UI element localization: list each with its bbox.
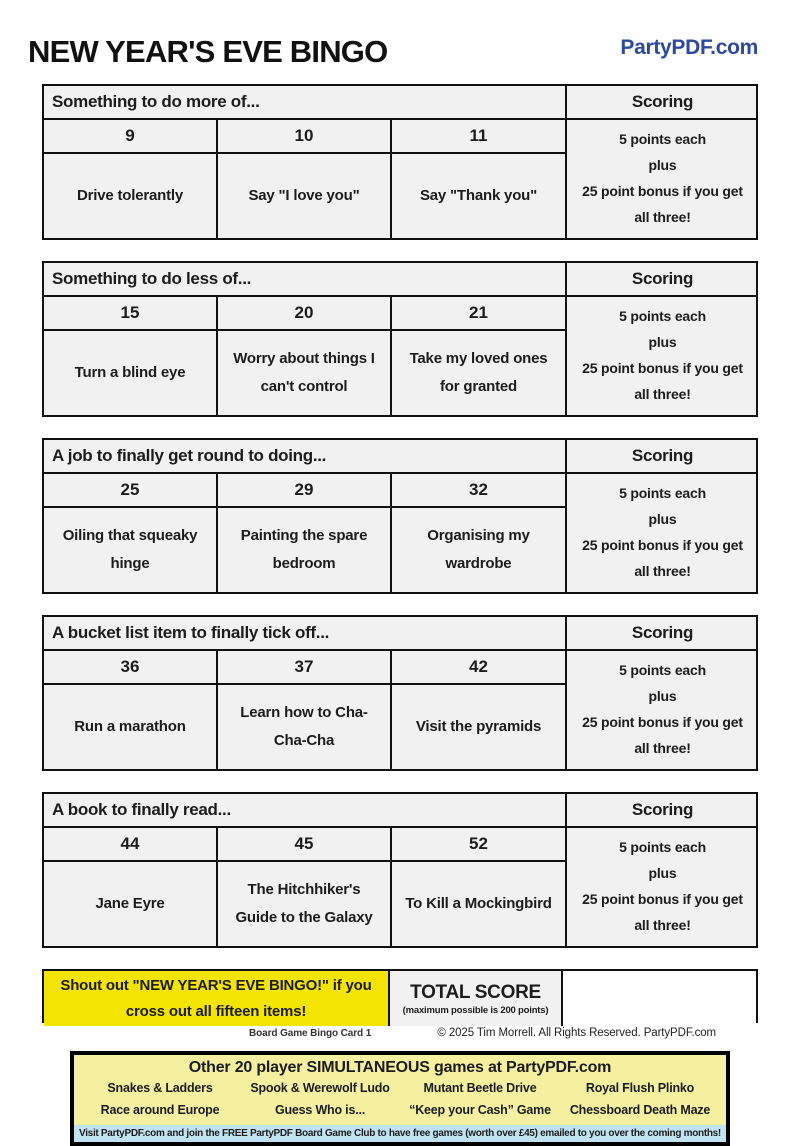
bingo-item[interactable]: Say "Thank you" xyxy=(392,154,567,238)
scoring-details xyxy=(567,474,758,592)
credits-row xyxy=(84,1027,716,1039)
promo-game: Snakes & Ladders xyxy=(107,1081,213,1095)
brand-link[interactable]: PartyPDF.com xyxy=(620,36,758,59)
scoring-line: 5 points each xyxy=(619,308,706,325)
bingo-number[interactable]: 44 xyxy=(44,828,218,862)
promo-game: Race around Europe xyxy=(100,1102,220,1117)
summary-row xyxy=(42,969,758,1023)
bingo-item[interactable]: Painting the spare bedroom xyxy=(218,508,392,592)
bingo-section-less-of xyxy=(42,261,758,417)
bingo-item[interactable]: Oiling that squeaky hinge xyxy=(44,508,218,592)
bingo-section-more-of xyxy=(42,84,758,240)
scoring-line: plus xyxy=(648,865,677,882)
bingo-number[interactable]: 9 xyxy=(44,120,218,154)
scoring-line: 25 point bonus if you get all three! xyxy=(582,360,743,402)
promo-game: Chessboard Death Maze xyxy=(569,1102,711,1117)
scoring-details xyxy=(567,651,758,769)
bingo-number[interactable]: 25 xyxy=(44,474,218,508)
scoring-line: 25 point bonus if you get all three! xyxy=(582,891,743,933)
scoring-details xyxy=(567,297,758,415)
bingo-number[interactable]: 32 xyxy=(392,474,567,508)
bingo-number[interactable]: 29 xyxy=(218,474,392,508)
shout-callout: Shout out "NEW YEAR'S EVE BINGO!" if you cross out all fifteen items! xyxy=(44,971,390,1026)
bingo-section-bucket-list xyxy=(42,615,758,771)
section-title: Something to do more of... xyxy=(44,86,567,120)
bingo-item[interactable]: Run a marathon xyxy=(44,685,218,769)
scoring-line: 25 point bonus if you get all three! xyxy=(582,183,743,225)
promo-game: Royal Flush Plinko xyxy=(585,1081,695,1095)
scoring-header: Scoring xyxy=(567,440,758,474)
scoring-details xyxy=(567,120,758,238)
bingo-number[interactable]: 37 xyxy=(218,651,392,685)
bingo-number[interactable]: 15 xyxy=(44,297,218,331)
section-title: Something to do less of... xyxy=(44,263,567,297)
scoring-line: 25 point bonus if you get all three! xyxy=(582,714,743,756)
promo-game: “Keep your Cash” Game xyxy=(409,1102,551,1117)
bingo-item[interactable]: Drive tolerantly xyxy=(44,154,218,238)
bingo-item[interactable]: Worry about things I can't control xyxy=(218,331,392,415)
bingo-number[interactable]: 36 xyxy=(44,651,218,685)
bingo-number[interactable]: 10 xyxy=(218,120,392,154)
section-title: A job to finally get round to doing... xyxy=(44,440,567,474)
bingo-section-job xyxy=(42,438,758,594)
bingo-item[interactable]: To Kill a Mockingbird xyxy=(392,862,567,946)
promo-games-grid xyxy=(74,1078,726,1125)
club-promo-strip: Visit PartyPDF.com and join the FREE PartyPDF Board Game Club to have free games (worth over £45) emailed to you over the coming months! xyxy=(74,1125,726,1142)
bingo-number[interactable]: 21 xyxy=(392,297,567,331)
scoring-details xyxy=(567,828,758,946)
bingo-item[interactable]: Organising my wardrobe xyxy=(392,508,567,592)
scoring-header: Scoring xyxy=(567,617,758,651)
promo-title: Other 20 player SIMULTANEOUS games at PartyPDF.com xyxy=(188,1059,612,1076)
scoring-line: 25 point bonus if you get all three! xyxy=(582,537,743,579)
promo-box xyxy=(70,1051,730,1146)
scoring-header: Scoring xyxy=(567,794,758,828)
scoring-line: plus xyxy=(648,511,677,528)
bingo-item[interactable]: Take my loved ones for granted xyxy=(392,331,567,415)
bingo-number[interactable]: 20 xyxy=(218,297,392,331)
total-score-note: (maximum possible is 200 points) xyxy=(402,1004,549,1016)
page-title: NEW YEAR'S EVE BINGO xyxy=(28,34,388,69)
bingo-item[interactable]: Learn how to Cha-Cha-Cha xyxy=(218,685,392,769)
scoring-line: 5 points each xyxy=(619,485,706,502)
bingo-item[interactable]: Jane Eyre xyxy=(44,862,218,946)
bingo-item[interactable]: The Hitchhiker's Guide to the Galaxy xyxy=(218,862,392,946)
scoring-line: plus xyxy=(648,334,677,351)
section-title: A book to finally read... xyxy=(44,794,567,828)
total-score-entry-cell[interactable] xyxy=(563,971,756,1026)
bingo-number[interactable]: 42 xyxy=(392,651,567,685)
copyright-text: © 2025 Tim Morrell. All Rights Reserved. PartyPDF.com xyxy=(437,1027,716,1039)
section-title: A bucket list item to finally tick off... xyxy=(44,617,567,651)
promo-game: Mutant Beetle Drive xyxy=(423,1081,537,1095)
promo-game: Spook & Werewolf Ludo xyxy=(250,1081,390,1095)
promo-game: Guess Who is... xyxy=(274,1102,366,1117)
scoring-line: 5 points each xyxy=(619,131,706,148)
bingo-number[interactable]: 52 xyxy=(392,828,567,862)
bingo-item[interactable]: Say "I love you" xyxy=(218,154,392,238)
scoring-line: plus xyxy=(648,688,677,705)
scoring-header: Scoring xyxy=(567,263,758,297)
bingo-item[interactable]: Visit the pyramids xyxy=(392,685,567,769)
total-score-label: TOTAL SCORE xyxy=(410,981,541,1003)
scoring-header: Scoring xyxy=(567,86,758,120)
card-number-label: Board Game Bingo Card 1 xyxy=(249,1027,372,1039)
total-score-label-cell xyxy=(390,971,563,1026)
scoring-line: plus xyxy=(648,157,677,174)
bingo-card xyxy=(42,84,758,1039)
bingo-section-book xyxy=(42,792,758,948)
bingo-item[interactable]: Turn a blind eye xyxy=(44,331,218,415)
scoring-line: 5 points each xyxy=(619,662,706,679)
page-header xyxy=(0,0,800,84)
bingo-number[interactable]: 45 xyxy=(218,828,392,862)
scoring-line: 5 points each xyxy=(619,839,706,856)
bingo-number[interactable]: 11 xyxy=(392,120,567,154)
